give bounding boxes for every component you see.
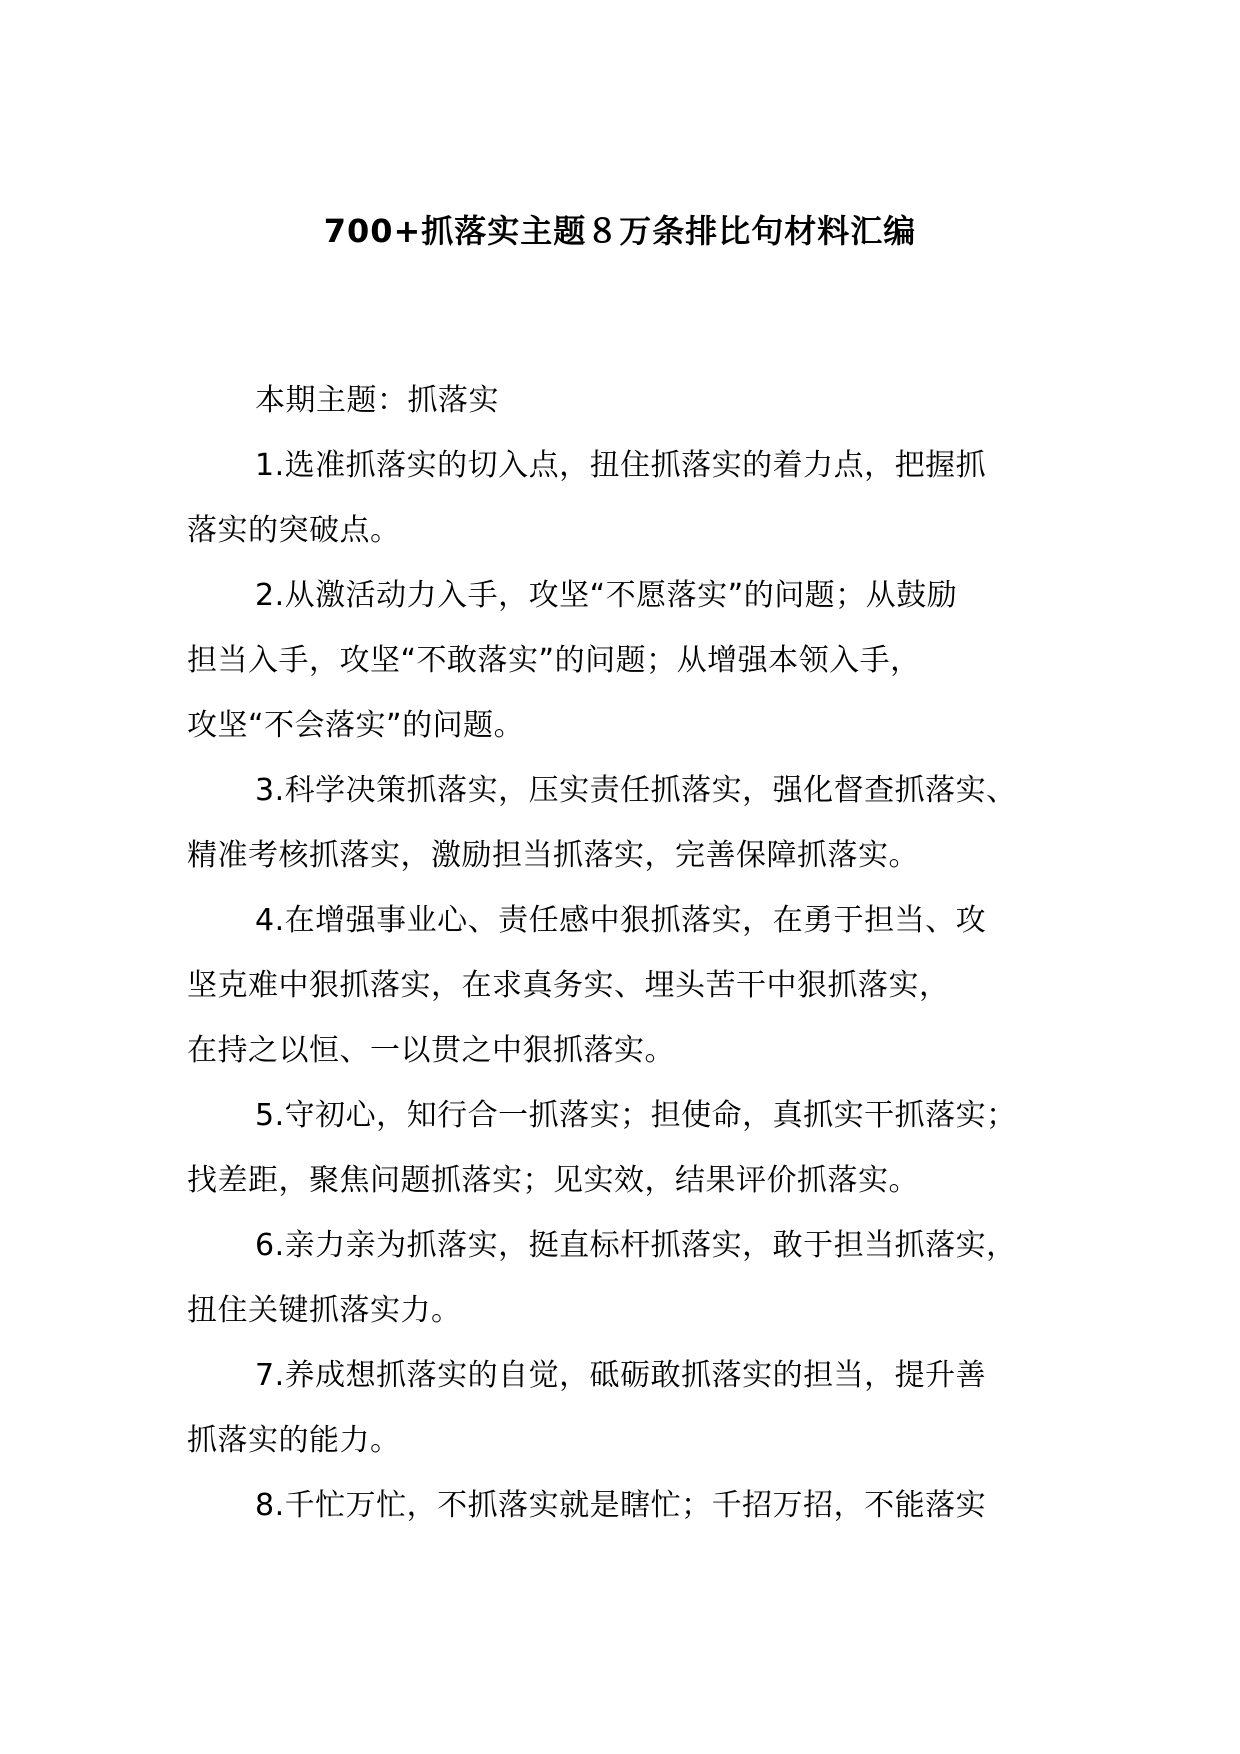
list-item-5: 5.守初心，知行合一抓落实；担使命，真抓实干抓落实； 找差距，聚焦问题抓落实；见实效，结果评价抓落实。: [187, 1098, 1017, 1198]
document-body: [187, 368, 1087, 1538]
list-item-4: 4.在增强事业心、责任感中狠抓落实，在勇于担当、攻 坚克难中狠抓落实，在求真务实、埋头苦干中狠抓落实， 在持之以恒、一以贯之中狠抓落实。: [187, 903, 987, 1068]
document-title: 700+抓落实主题８万条排比句材料汇编: [323, 212, 917, 250]
list-item-6: 6.亲力亲为抓落实，挺直标杆抓落实，敢于担当抓落实， 扭住关键抓落实力。: [187, 1228, 1017, 1328]
list-item-1: 1.选准抓落实的切入点，扭住抓落实的着力点，把握抓 落实的突破点。: [187, 448, 987, 548]
list-item-8: 8.千忙万忙，不抓落实就是瞎忙；千招万招，不能落实: [255, 1488, 987, 1523]
list-item-2: 2.从激活动力入手，攻坚“不愿落实”的问题；从鼓励 担当入手，攻坚“不敢落实”的问题；从增强本领入手， 攻坚“不会落实”的问题。: [187, 578, 958, 743]
list-item-3: 3.科学决策抓落实，压实责任抓落实，强化督查抓落实、 精准考核抓落实，激励担当抓落实，完善保障抓落实。: [187, 773, 1017, 873]
list-item-7: 7.养成想抓落实的自觉，砥砺敢抓落实的担当，提升善 抓落实的能力。: [187, 1358, 987, 1458]
topic-line: 本期主题：抓落实: [255, 383, 499, 418]
